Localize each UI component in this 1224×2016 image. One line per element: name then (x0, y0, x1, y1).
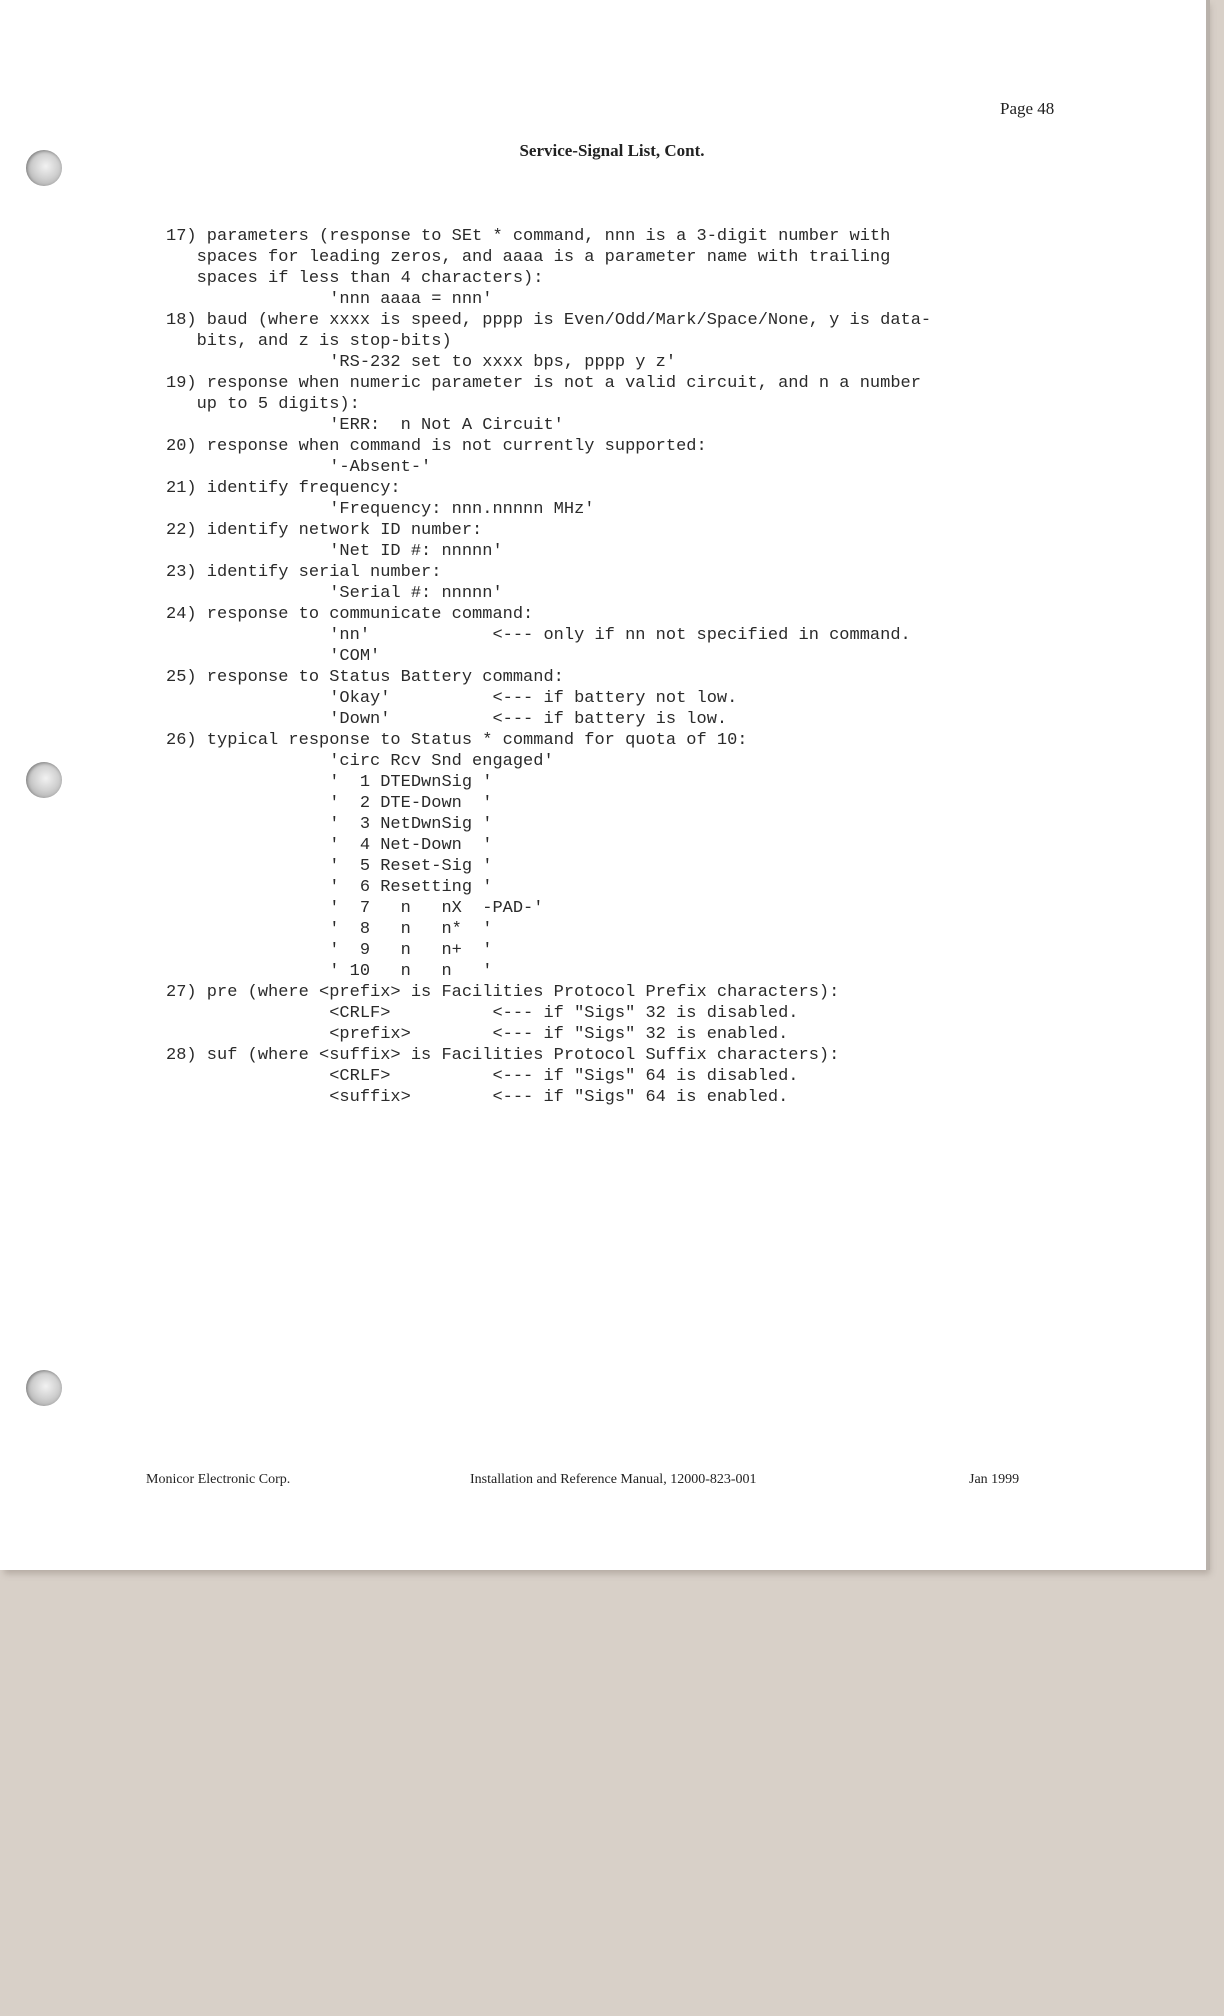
service-signal-listing (166, 226, 931, 1108)
listing-line: 22) identify network ID number: (166, 521, 483, 540)
listing-line: 26) typical response to Status * command for quota of 10: (166, 731, 748, 750)
footer-manual-title: Installation and Reference Manual, 12000-823-001 (470, 1472, 757, 1487)
listing-line: spaces if less than 4 characters): (166, 269, 544, 288)
page-edge-shadow (1206, 0, 1210, 1570)
binder-hole-bottom (26, 1370, 62, 1406)
listing-line: ' 6 Resetting ' (166, 878, 493, 897)
listing-line: 24) response to communicate command: (166, 605, 534, 624)
listing-line: '-Absent-' (166, 458, 432, 477)
listing-line: 'Down' <--- if battery is low. (166, 710, 728, 729)
listing-line: ' 5 Reset-Sig ' (166, 857, 493, 876)
listing-line: 19) response when numeric parameter is not a valid circuit, and n a number (166, 374, 921, 393)
listing-line: <CRLF> <--- if "Sigs" 64 is disabled. (166, 1067, 799, 1086)
listing-line: 18) baud (where xxxx is speed, pppp is Even/Odd/Mark/Space/None, y is data- (166, 311, 932, 330)
listing-line: ' 7 n nX -PAD-' (166, 899, 544, 918)
listing-line: 'circ Rcv Snd engaged' (166, 752, 554, 771)
listing-line: 'Frequency: nnn.nnnnn MHz' (166, 500, 595, 519)
listing-line: ' 1 DTEDwnSig ' (166, 773, 493, 792)
listing-line: 'Okay' <--- if battery not low. (166, 689, 738, 708)
listing-line: ' 10 n n ' (166, 962, 493, 981)
listing-line: up to 5 digits): (166, 395, 360, 414)
listing-line: ' 2 DTE-Down ' (166, 794, 493, 813)
listing-line: 'nn' <--- only if nn not specified in command. (166, 626, 911, 645)
listing-line: 'nnn aaaa = nnn' (166, 290, 493, 309)
listing-line: 'Net ID #: nnnnn' (166, 542, 503, 561)
listing-line: 'ERR: n Not A Circuit' (166, 416, 564, 435)
section-title: Service-Signal List, Cont. (519, 141, 705, 160)
listing-line: 'Serial #: nnnnn' (166, 584, 503, 603)
listing-line: <prefix> <--- if "Sigs" 32 is enabled. (166, 1025, 789, 1044)
listing-line: spaces for leading zeros, and aaaa is a parameter name with trailing (166, 248, 891, 267)
listing-line: ' 3 NetDwnSig ' (166, 815, 493, 834)
listing-line: ' 4 Net-Down ' (166, 836, 493, 855)
listing-line: 21) identify frequency: (166, 479, 401, 498)
listing-line: 25) response to Status Battery command: (166, 668, 564, 687)
page-number: Page 48 (1000, 99, 1055, 118)
listing-line: bits, and z is stop-bits) (166, 332, 452, 351)
listing-line: 'RS-232 set to xxxx bps, pppp y z' (166, 353, 677, 372)
listing-line: 20) response when command is not currently supported: (166, 437, 707, 456)
binder-hole-middle (26, 762, 62, 798)
listing-line: 27) pre (where <prefix> is Facilities Protocol Prefix characters): (166, 983, 840, 1002)
listing-line: 17) parameters (response to SEt * command, nnn is a 3-digit number with (166, 227, 891, 246)
listing-line: <CRLF> <--- if "Sigs" 32 is disabled. (166, 1004, 799, 1023)
listing-line: 28) suf (where <suffix> is Facilities Protocol Suffix characters): (166, 1046, 840, 1065)
listing-line: ' 8 n n* ' (166, 920, 493, 939)
footer-company: Monicor Electronic Corp. (146, 1472, 291, 1487)
footer-date: Jan 1999 (969, 1472, 1020, 1487)
listing-line: 'COM' (166, 647, 381, 666)
listing-line: ' 9 n n+ ' (166, 941, 493, 960)
listing-line: 23) identify serial number: (166, 563, 442, 582)
listing-line: <suffix> <--- if "Sigs" 64 is enabled. (166, 1088, 789, 1107)
